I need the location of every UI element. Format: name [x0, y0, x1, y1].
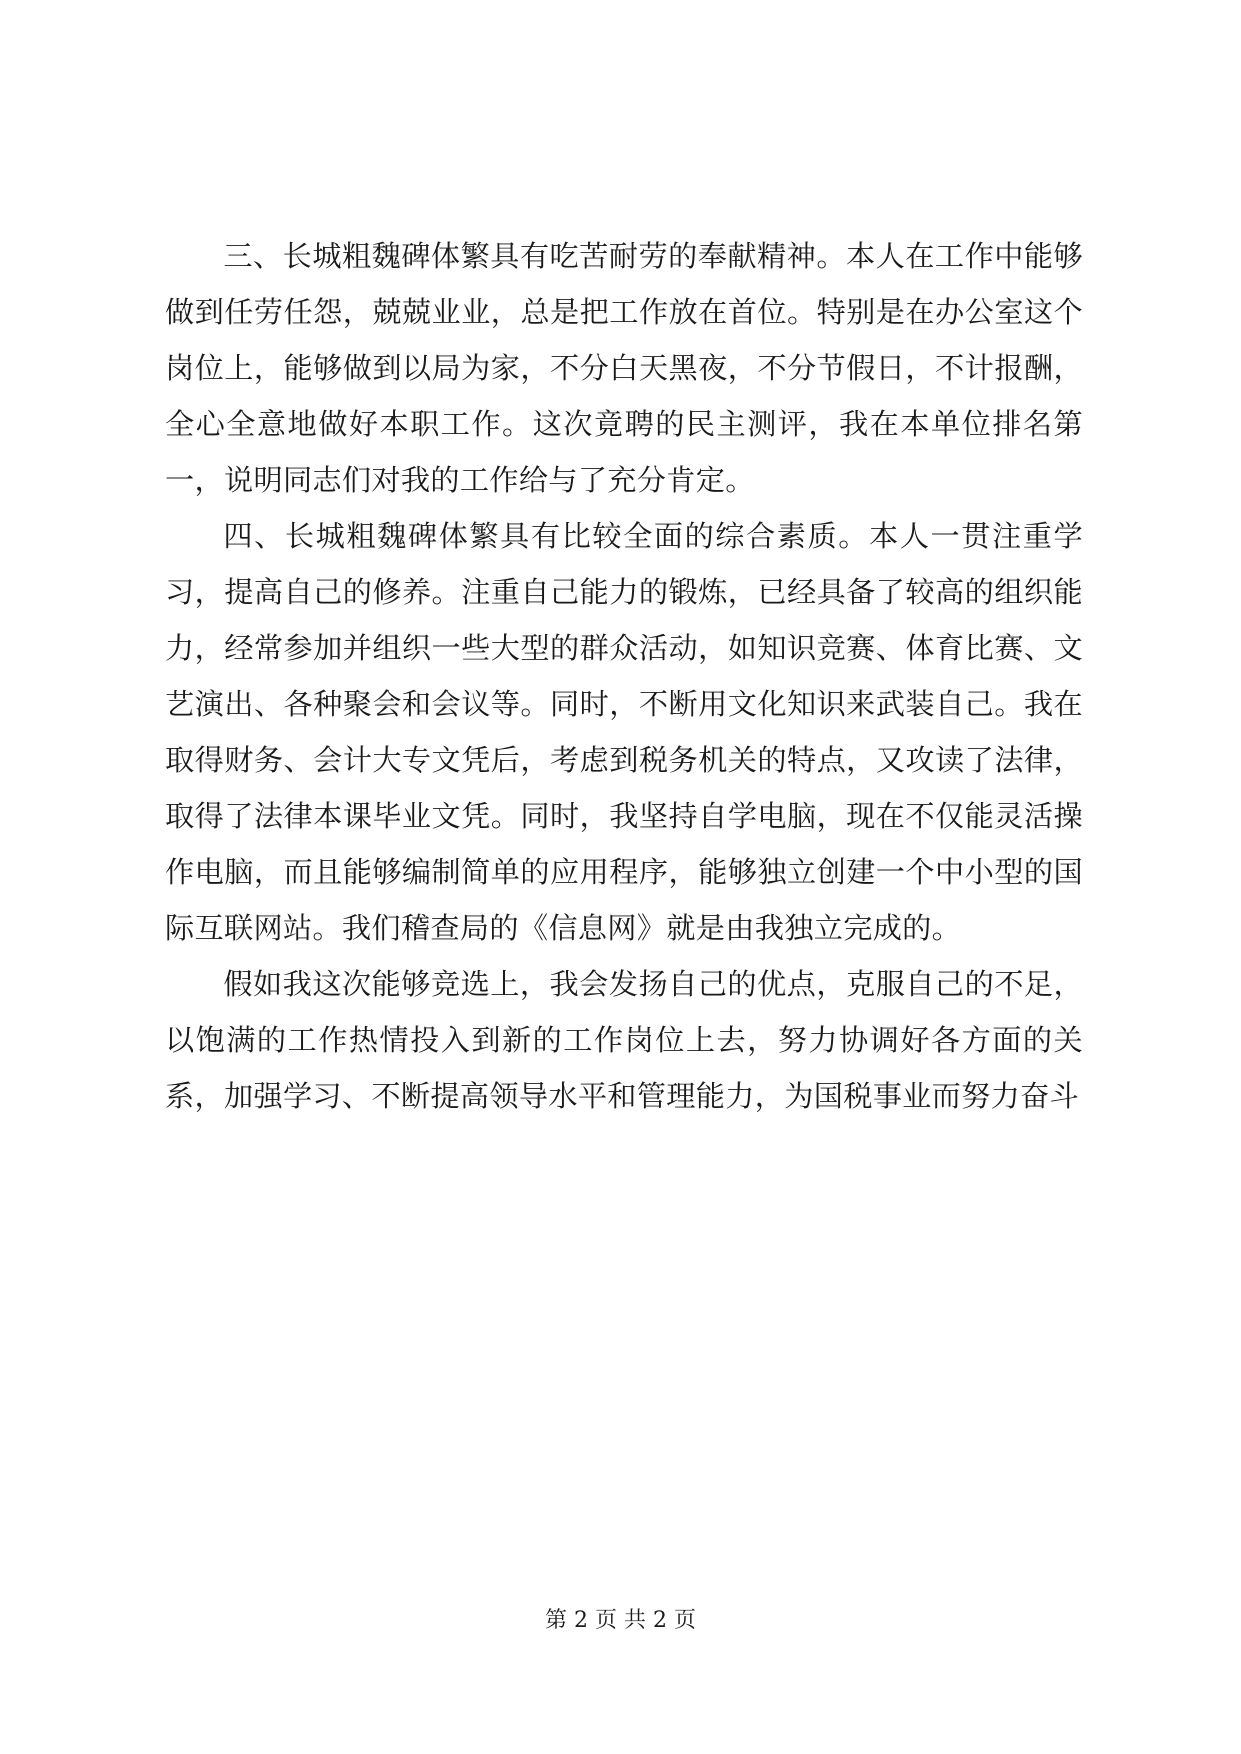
paragraph-section-three: 三、长城粗魏碑体繁具有吃苦耐劳的奉献精神。本人在工作中能够做到任劳任怨，兢兢业业，总是把工作放在首位。特别是在办公室这个岗位上，能够做到以局为家，不分白天黑夜，不分节假日，不计报酬，全心全意地做好本职工作。这次竟聘的民主测评，我在本单位排名第一，说明同志们对我的工作给与了充分肯定。: [165, 239, 1083, 497]
paragraph-section-four: 四、长城粗魏碑体繁具有比较全面的综合素质。本人一贯注重学习，提高自己的修养。注重自己能力的锻炼，已经具备了较高的组织能力，经常参加并组织一些大型的群众活动，如知识竞赛、体育比赛、文艺演出、各种聚会和会议等。同时，不断用文化知识来武装自己。我在取得财务、会计大专文凭后，考虑到税务机关的特点，又攻读了法律，取得了法律本课毕业文凭。同时，我坚持自学电脑，现在不仅能灵活操作电脑，而且能够编制简单的应用程序，能够独立创建一个中小型的国际互联网站。我们稽查局的《信息网》就是由我独立完成的。: [165, 519, 1083, 945]
page-number-footer: 第 2 页 共 2 页: [545, 1608, 696, 1633]
paragraph-conclusion: 假如我这次能够竞选上，我会发扬自己的优点，克服自己的不足，以饱满的工作热情投入到新的工作岗位上去，努力协调好各方面的关系，加强学习、不断提高领导水平和管理能力，为国税事业而努力奋斗: [165, 967, 1083, 1113]
document-body: [165, 228, 1083, 1124]
